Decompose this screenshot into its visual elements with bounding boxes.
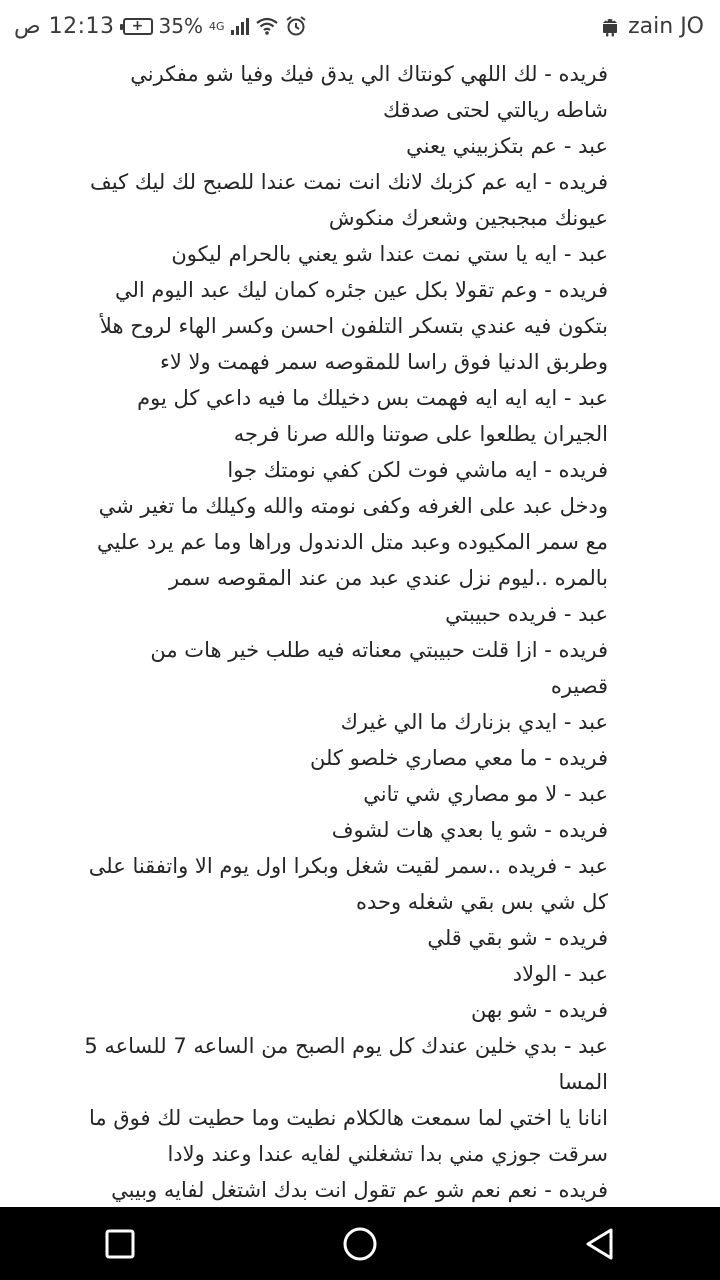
carrier-name: zain JO [628,13,704,39]
battery-icon: + [123,18,153,35]
text-line: المسا [558,1070,608,1094]
status-icons [123,14,307,38]
android-icon [600,15,620,37]
text-line: فريده - ازا قلت حبيبتي معناته فيه طلب خير هات من [150,638,608,662]
navigation-bar [0,1207,720,1280]
text-line: قصيره [550,674,608,698]
clock: 12:13 [48,13,115,39]
text-line: عيونك مبجبجين وشعرك منكوش [328,206,608,230]
text-line: عبد - الولاد [512,962,608,986]
status-left [14,14,307,39]
text-line: فريده - ايه عم كزبك لانك انت نمت عندا للصبح لك ليك كيف [90,170,608,194]
square-icon [105,1229,135,1259]
text-line: عبد - بدي خلين عندك كل يوم الصبح من الساعه 7 للساعه 5 [84,1034,608,1058]
text-line: فريده - شو يا بعدي هات لشوف [331,818,608,842]
text-line: عبد - ايدي بزنارك ما الي غيرك [340,710,608,734]
triangle-icon [583,1227,617,1261]
text-line: ودخل عبد على الغرفه وكفى نومته والله وكيلك ما تغير شي [98,494,608,518]
text-line: عبد - عم بتكزبيني يعني [406,134,608,158]
battery-percent: 35% [158,14,203,38]
back-button[interactable] [560,1207,640,1280]
story-text [0,52,720,1207]
text-line: عبد - ايه ايه ايه فهمت بس دخيلك ما فيه داعي كل يوم [137,386,608,410]
network-type: 4G [208,19,225,33]
text-line: بالمره ..ليوم نزل عندي عبد من عند المقوصه سمر [168,566,608,590]
text-line: عبد - لا مو مصاري شي تاني [363,782,608,806]
text-line: فريده - ايه ماشي فوت لكن كفي نومتك جوا [227,458,608,482]
text-line: انانا يا اختي لما سمعت هالكلام نطيت وما حطيت لك فوق ما [89,1106,608,1130]
text-line: الجيران يطلعوا على صوتنا والله صرنا فرجه [233,422,608,446]
wifi-icon [255,16,279,36]
text-line: مع سمر المكيوده وعبد متل الدندول وراها وما عم يرد عليي [96,530,608,554]
text-line: فريده - لك اللهي كونتاك الي يدق فيك وفيا شو مفكرني [130,62,608,86]
text-line: فريده - شو بقي قلي [427,926,608,950]
text-line: عبد - فريده ..سمر لقيت شغل وبكرا اول يوم الا واتفقنا على [88,854,608,878]
text-line: عبد - فريده حبيبتي [445,602,608,626]
am-pm-indicator: ص [14,13,41,39]
alarm-icon [285,15,307,37]
recents-button[interactable] [80,1207,160,1280]
text-content-area[interactable] [0,52,720,1207]
signal-icon [231,17,249,35]
text-line: سرقت جوزي مني بدا تشغلني لفايه عندا وعند ولادا [167,1142,608,1166]
text-line: بتكون فيه عندي بتسكر التلفون احسن وكسر الهاء لروح هلأ [99,314,608,338]
text-line: فريده - ما معي مصاري خلصو كلن [309,746,608,770]
text-line: كل شي بس بقي شغله وحده [355,890,608,914]
status-bar [0,0,720,52]
text-line: فريده - نعم نعم شو عم تقول انت بدك اشتغل لفايه وبيبي [111,1178,608,1202]
circle-icon [342,1226,378,1262]
text-line: عبد - ايه يا ستي نمت عندا شو يعني بالحرام ليكون [171,242,608,266]
text-line: فريده - شو بهن [470,998,608,1022]
text-line: فريده - وعم تقولا بكل عين جئره كمان ليك عبد اليوم الي [115,278,608,302]
text-line: وطربق الدنيا فوق راسا للمقوصه سمر فهمت ولا لاء [159,350,608,374]
text-line: شاطه ريالتي لحتى صدقك [382,98,608,122]
home-button[interactable] [320,1207,400,1280]
status-right [600,14,704,39]
